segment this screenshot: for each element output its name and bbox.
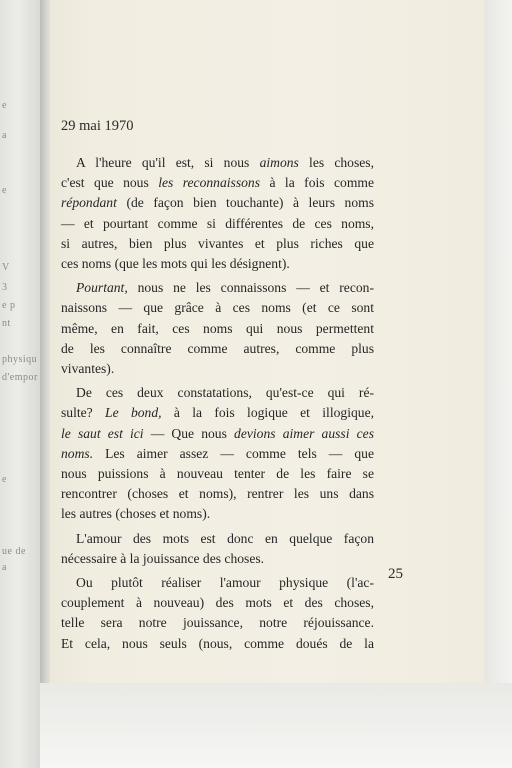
text-segment: même, en fait, ces noms qui nous permettent <box>61 320 374 336</box>
previous-page-fragment: e p <box>2 300 16 311</box>
italic-text: le saut est ici <box>61 425 144 441</box>
previous-page-fragment: d'empor <box>2 372 38 383</box>
page-number: 25 <box>388 566 403 582</box>
text-line <box>61 424 374 444</box>
text-segment: les autres (choses et noms). <box>61 506 211 522</box>
text-segment: De ces deux constatations, qu'est-ce qui ré- <box>76 385 374 401</box>
paragraph <box>61 278 374 379</box>
text-segment: Ou plutôt réaliser l'amour physique (l'ac- <box>76 575 374 591</box>
previous-page-fragment: ue de <box>2 546 26 557</box>
text-line <box>61 444 374 464</box>
italic-text: les reconnaissons <box>158 175 261 191</box>
previous-page-fragment: e <box>2 185 7 196</box>
text-line <box>61 173 374 193</box>
text-line <box>61 359 374 379</box>
previous-page-fragment: physiqu <box>2 354 38 365</box>
entry-date: 29 mai 1970 <box>61 118 134 134</box>
italic-text: devions aimer aussi ces <box>234 425 374 441</box>
italic-text: aimons <box>259 155 299 170</box>
text-line <box>61 153 374 173</box>
previous-page-fragment: a <box>2 130 7 141</box>
previous-page-edge <box>0 0 40 768</box>
previous-page-fragment: 3 <box>2 282 8 293</box>
text-segment: telle sera notre jouissance, notre réjouissance. <box>61 615 374 631</box>
italic-text: noms. <box>61 445 94 461</box>
paragraph <box>61 573 374 654</box>
text-segment: de les connaître comme autres, comme plus <box>61 340 374 356</box>
text-line <box>61 613 374 633</box>
text-line <box>61 593 374 613</box>
text-segment: Et cela, nous seuls (nous, comme doués de la <box>61 635 374 651</box>
text-line <box>61 278 374 298</box>
text-line <box>61 298 374 318</box>
text-segment: nous puissions à nouveau tenter de les faire se <box>61 466 374 482</box>
text-segment: à la fois comme <box>260 175 375 191</box>
body-text <box>61 153 374 658</box>
text-line <box>61 504 374 524</box>
text-line <box>61 573 374 593</box>
paragraph <box>61 153 374 274</box>
text-segment: vivantes). <box>61 361 115 377</box>
paragraph <box>61 383 374 524</box>
text-segment: nécessaire à la jouissance des choses. <box>61 550 265 566</box>
previous-page-fragment: e <box>2 100 7 111</box>
text-line <box>61 383 374 403</box>
text-segment: si autres, bien plus vivantes et plus riches que <box>61 235 374 251</box>
text-segment: ces noms (que les mots qui les désignent). <box>61 256 290 272</box>
text-segment: c'est que nous <box>61 175 159 191</box>
text-segment: nous ne les connaissons — et recon- <box>127 280 374 296</box>
italic-text: répondant <box>61 195 117 211</box>
text-line <box>61 403 374 423</box>
text-segment: les choses, <box>298 155 374 170</box>
text-segment: couplement à nouveau) des mots et des choses, <box>61 595 374 611</box>
text-line <box>61 193 374 213</box>
text-segment: rencontrer (choses et noms), rentrer les uns dans <box>61 486 374 502</box>
text-line <box>61 254 374 274</box>
text-line <box>61 634 374 654</box>
text-line <box>61 464 374 484</box>
text-segment: sulte? <box>61 405 106 421</box>
text-segment: naissons — que grâce à ces noms (et ce sont <box>61 300 374 316</box>
italic-text: Pourtant, <box>76 280 128 296</box>
text-line <box>61 214 374 234</box>
previous-page-fragment: nt <box>2 318 11 329</box>
text-segment: — et pourtant comme si différentes de ces noms, <box>61 215 374 231</box>
text-line <box>61 319 374 339</box>
text-segment: — Que nous <box>143 425 235 441</box>
previous-page-fragment: V <box>2 262 10 273</box>
previous-page-fragment: e <box>2 474 7 485</box>
italic-text: Le bond, <box>105 405 162 421</box>
text-line <box>61 529 374 549</box>
text-line <box>61 549 374 569</box>
bottom-background <box>40 683 512 768</box>
text-segment: A l'heure qu'il est, si nous <box>76 155 260 170</box>
binding-shadow <box>40 0 50 768</box>
right-background <box>484 0 512 768</box>
previous-page-fragment: a <box>2 562 7 573</box>
text-segment: à la fois logique et illogique, <box>161 405 374 421</box>
text-line <box>61 484 374 504</box>
text-line <box>61 234 374 254</box>
text-segment: (de façon bien touchante) à leurs noms <box>116 195 374 211</box>
text-segment: Les aimer assez — comme tels — que <box>93 445 374 461</box>
text-segment: L'amour des mots est donc en quelque façon <box>76 530 374 546</box>
paragraph <box>61 529 374 569</box>
text-line <box>61 339 374 359</box>
